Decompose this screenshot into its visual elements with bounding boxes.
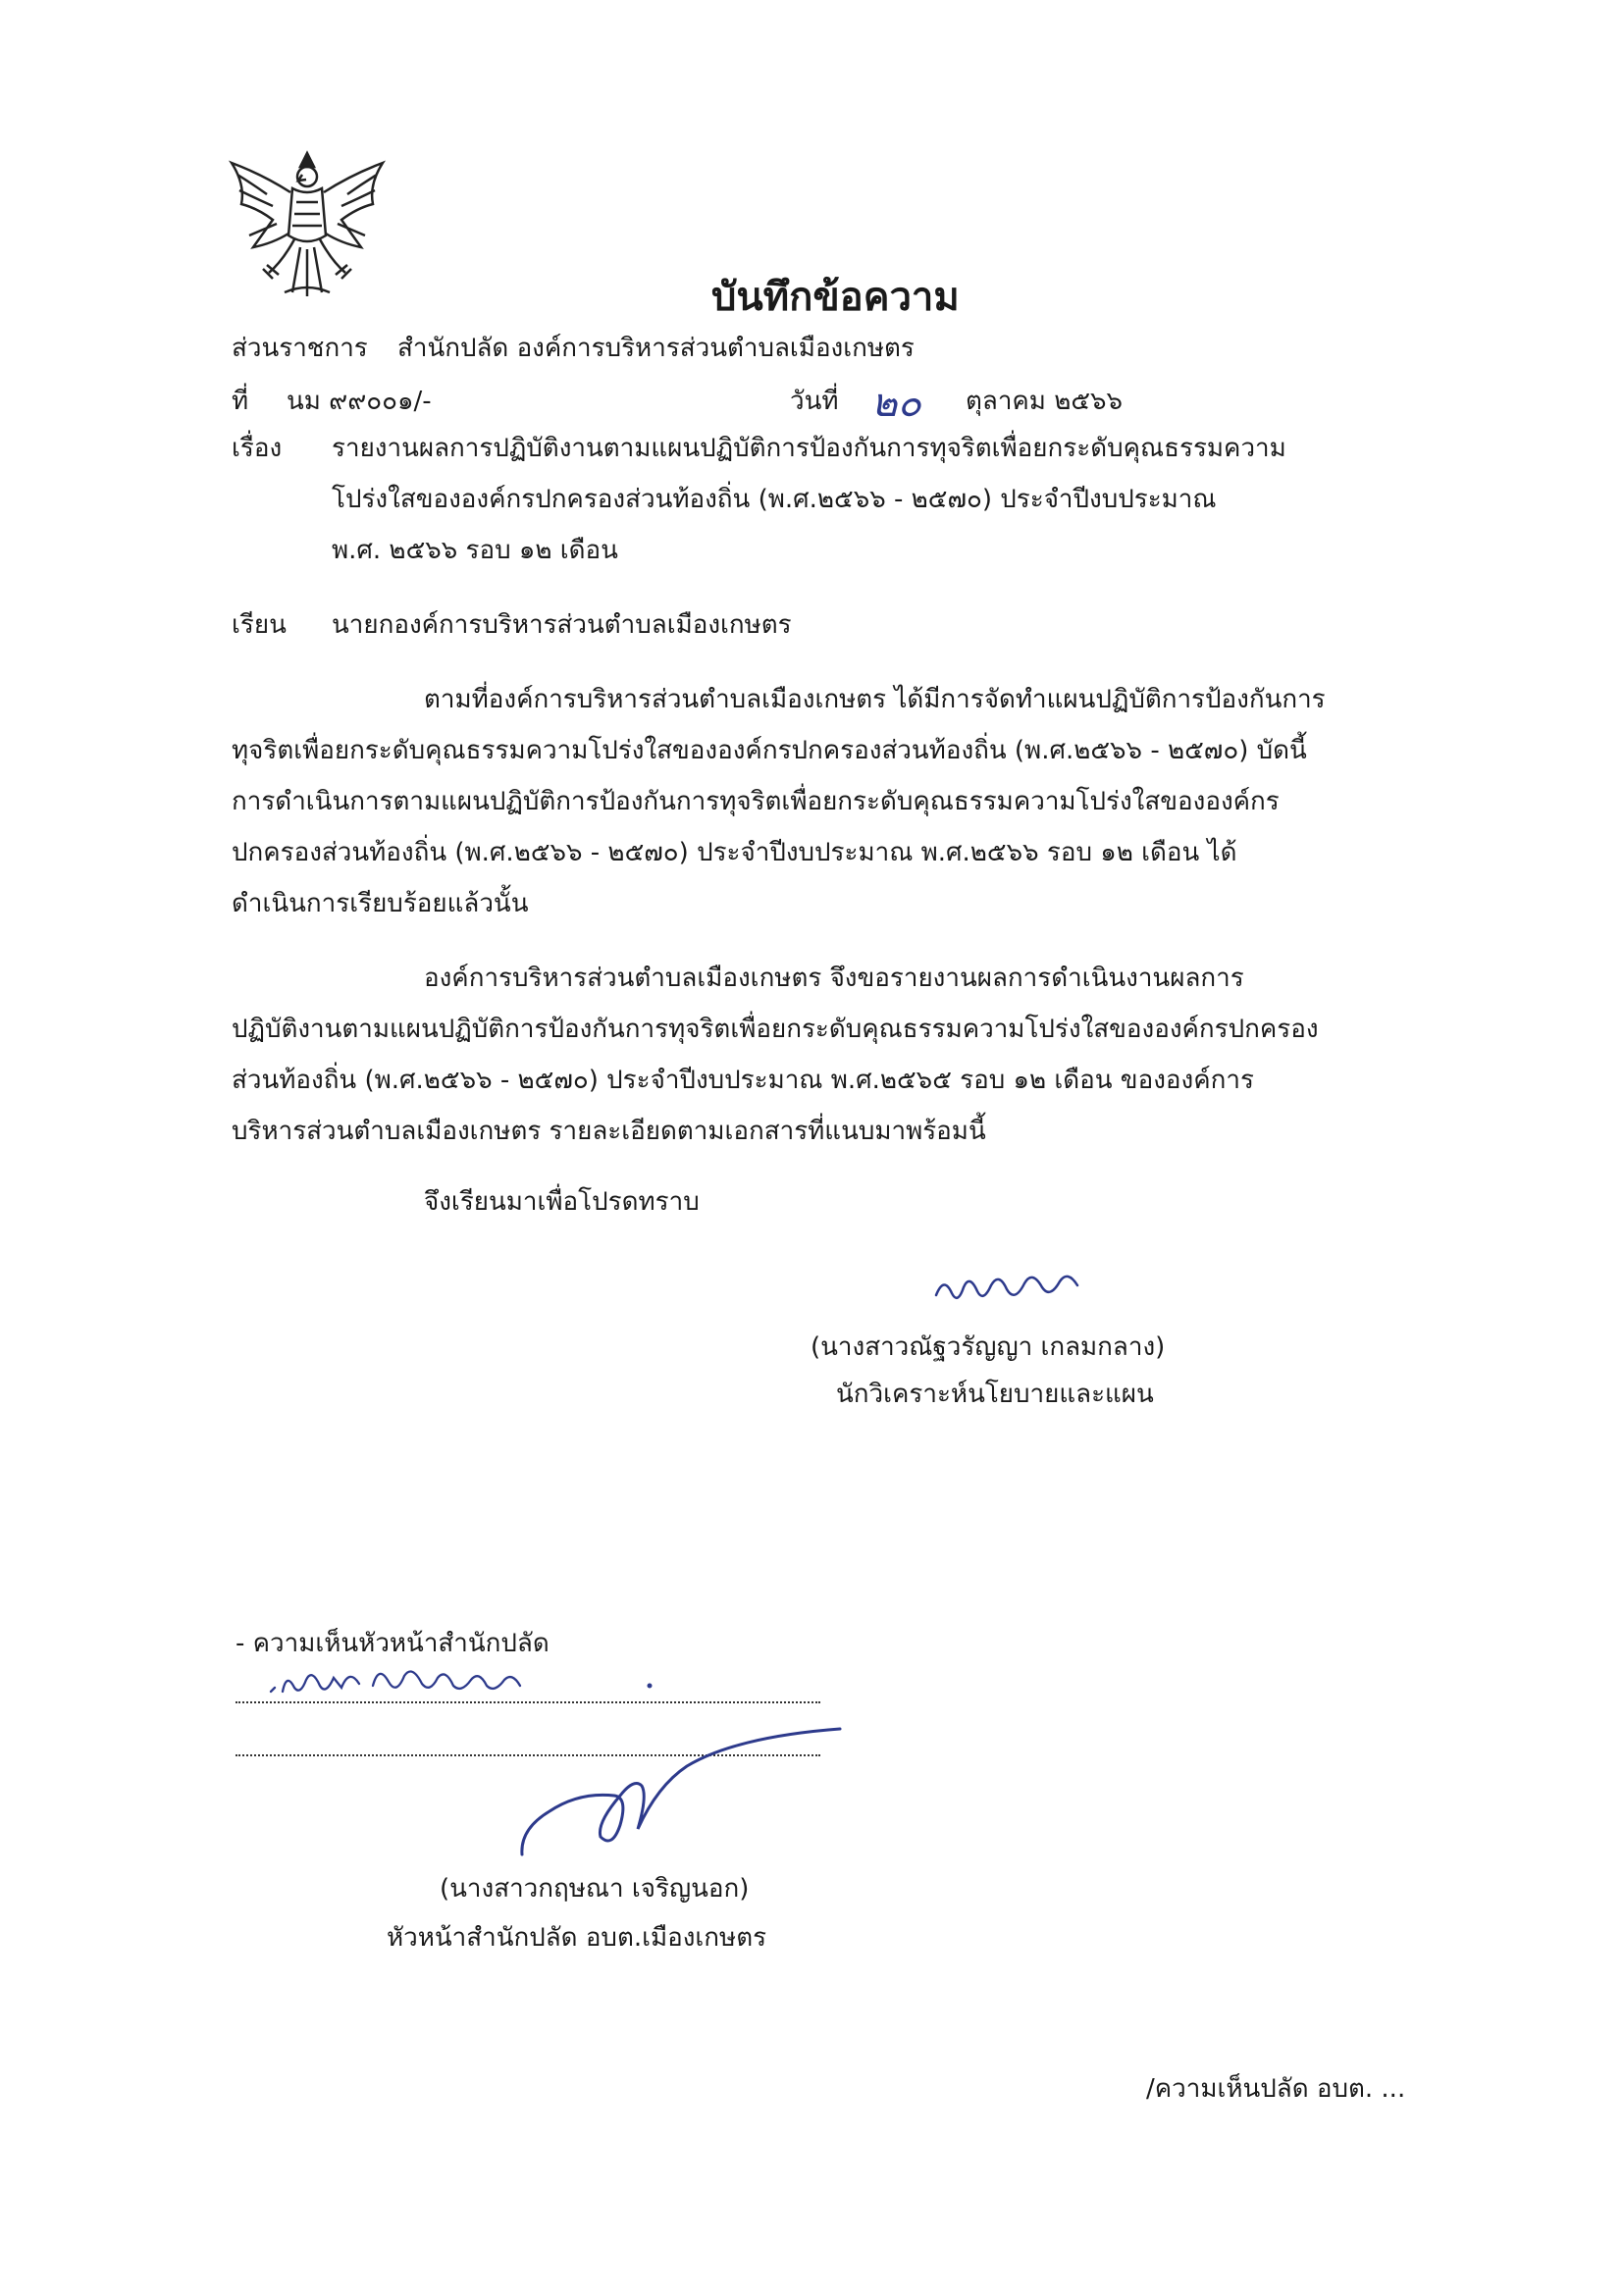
para1-line-5: ดำเนินการเรียบร้อยแล้วนั้น [232, 889, 529, 918]
signer1-name: (นางสาวณัฐวรัญญา เกลมกลาง) [811, 1332, 1166, 1362]
to-value: นายกองค์การบริหารส่วนตำบลเมืองเกษตร [332, 610, 792, 640]
subject-line-1: รายงานผลการปฏิบัติงานตามแผนปฏิบัติการป้องกันการทุจริตเพื่อยกระดับคุณธรรมความ [332, 434, 1286, 463]
para1-line-2: ทุจริตเพื่อยกระดับคุณธรรมความโปร่งใสขององค์กรปกครองส่วนท้องถิ่น (พ.ศ.๒๕๖๖ - ๒๕๗๐) บัดนี้ [232, 736, 1307, 765]
comment-signer-position: หัวหน้าสำนักปลัด อบต.เมืองเกษตร [387, 1923, 767, 1953]
garuda-emblem-icon [224, 145, 391, 302]
subject-label: เรื่อง [232, 434, 283, 463]
continued-note: /ความเห็นปลัด อบต. ... [1146, 2074, 1406, 2104]
comment-label: - ความเห็นหัวหน้าสำนักปลัด [236, 1629, 550, 1658]
date-day-handwritten: ๒๐ [871, 381, 921, 426]
para2-line-3: ส่วนท้องถิ่น (พ.ศ.๒๕๖๖ - ๒๕๗๐) ประจำปีงบประมาณ พ.ศ.๒๕๖๕ รอบ ๑๒ เดือน ขององค์การ [232, 1066, 1254, 1095]
agency-label: ส่วนราชการ [232, 334, 368, 363]
para1-line-4: ปกครองส่วนท้องถิ่น (พ.ศ.๒๕๖๖ - ๒๕๗๐) ประจำปีงบประมาณ พ.ศ.๒๕๖๖ รอบ ๑๒ เดือน ได้ [232, 838, 1237, 867]
signature-1 [930, 1266, 1107, 1315]
agency-value: สำนักปลัด องค์การบริหารส่วนตำบลเมืองเกษตร [397, 334, 915, 363]
date-label: วันที่ [790, 387, 839, 416]
subject-line-2: โปร่งใสขององค์กรปกครองส่วนท้องถิ่น (พ.ศ.๒๕๖๖ - ๒๕๗๐) ประจำปีงบประมาณ [332, 485, 1217, 514]
para1-line-3: การดำเนินการตามแผนปฏิบัติการป้องกันการทุจริตเพื่อยกระดับคุณธรรมความโปร่งใสขององค์กร [232, 787, 1280, 816]
ref-value: นม ๙๙๐๐๑/- [287, 387, 432, 416]
signature-2 [510, 1727, 844, 1864]
ref-label: ที่ [232, 387, 249, 416]
comment-handwriting [265, 1658, 657, 1701]
signer1-position: นักวิเคราะห์นโยบายและแผน [836, 1380, 1154, 1409]
para2-line-4: บริหารส่วนตำบลเมืองเกษตร รายละเอียดตามเอกสารที่แนบมาพร้อมนี้ [232, 1117, 986, 1146]
para2-line-1: องค์การบริหารส่วนตำบลเมืองเกษตร จึงขอรายงานผลการดำเนินงานผลการ [424, 964, 1244, 993]
para1-line-1: ตามที่องค์การบริหารส่วนตำบลเมืองเกษตร ได้มีการจัดทำแผนปฏิบัติการป้องกันการ [424, 685, 1326, 714]
comment-line-1 [236, 1701, 820, 1703]
date-rest: ตุลาคม ๒๕๖๖ [966, 387, 1124, 416]
closing-text: จึงเรียนมาเพื่อโปรดทราบ [424, 1187, 700, 1217]
to-label: เรียน [232, 610, 287, 640]
memo-title: บันทึกข้อความ [711, 275, 960, 320]
subject-line-3: พ.ศ. ๒๕๖๖ รอบ ๑๒ เดือน [332, 536, 618, 565]
para2-line-2: ปฏิบัติงานตามแผนปฏิบัติการป้องกันการทุจริตเพื่อยกระดับคุณธรรมความโปร่งใสขององค์กรปกครอง [232, 1015, 1319, 1044]
comment-signer-name: (นางสาวกฤษณา เจริญนอก) [440, 1874, 750, 1904]
